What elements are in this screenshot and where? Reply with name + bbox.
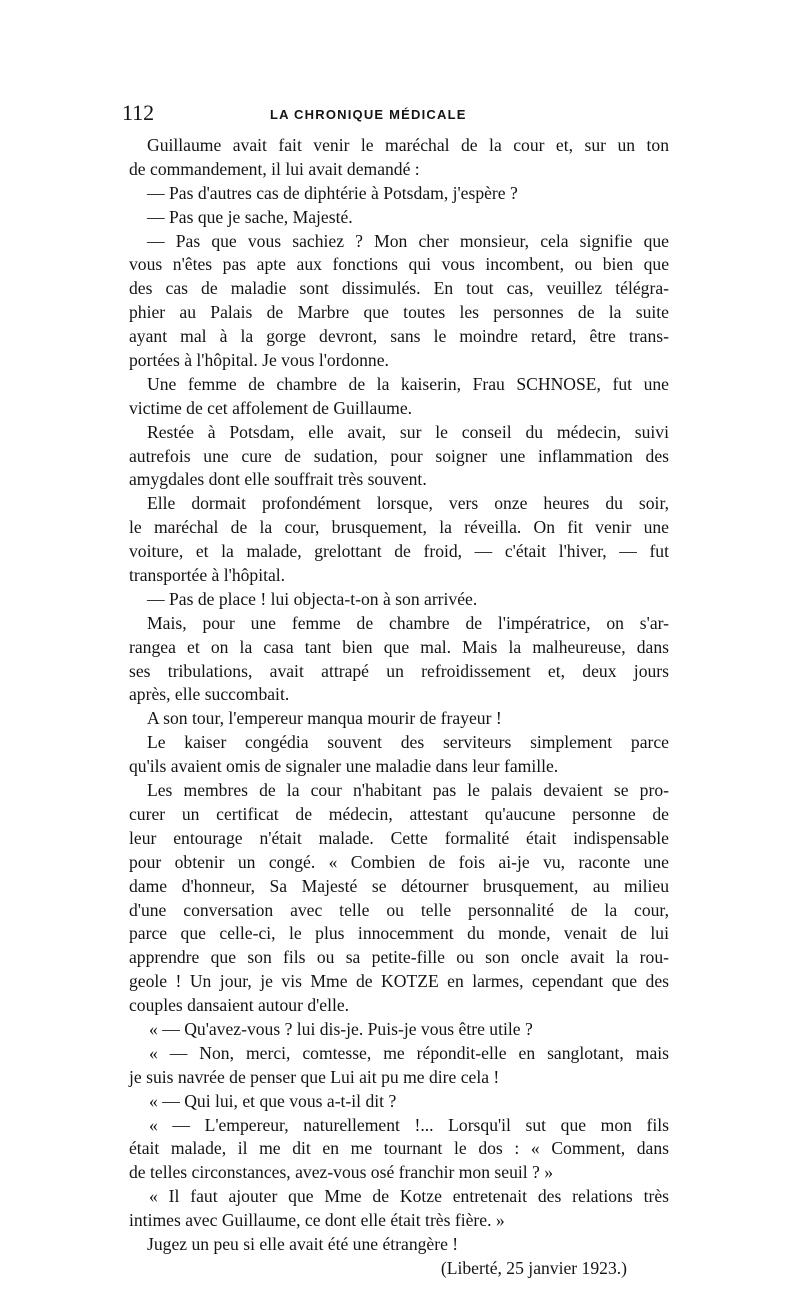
text-line: je suis navrée de penser que Lui ait pu me dire cela ! [129,1066,500,1087]
text-line: victime de cet affolement de Guillaume. [129,397,413,418]
text-line: qu'ils avaient omis de signaler une maladie dans leur famille. [129,756,559,777]
text-line: était malade, il me dit en me tournant le dos : « Comment, dans [129,1138,669,1159]
text-line: « — Qu'avez-vous ? lui dis-je. Puis-je vous être utile ? [149,1018,533,1039]
text-line: intimes avec Guillaume, ce dont elle était très fière. » [129,1210,505,1231]
text-line: « Il faut ajouter que Mme de Kotze entretenait des relations très [149,1186,669,1207]
text-line: phier au Palais de Marbre que toutes les personnes de la suite [129,302,669,323]
text-line: d'une conversation avec telle ou telle personnalité de la cour, [129,899,669,920]
text-line: apprendre que son fils ou sa petite-fille ou son oncle avait la rou- [129,947,669,968]
text-line: parce que celle-ci, le plus innocemment du monde, venait de lui [129,923,669,944]
text-line: — Pas que je sache, Majesté. [147,206,353,227]
text-line: — Pas d'autres cas de diphtérie à Potsdam, j'espère ? [147,182,518,203]
text-line: geole ! Un jour, je vis Mme de KOTZE en larmes, cependant que des [129,971,669,992]
text-line: portées à l'hôpital. Je vous l'ordonne. [129,350,389,371]
text-line: transportée à l'hôpital. [129,565,286,586]
text-line: autrefois une cure de sudation, pour soigner une inflammation des [129,445,669,466]
text-line: pour obtenir un congé. « Combien de fois ai-je vu, raconte une [129,851,669,872]
text-line: des cas de maladie sont dissimulés. En tout cas, veuillez télégra- [129,278,669,299]
text-line: Jugez un peu si elle avait été une étrangère ! [147,1233,459,1254]
text-line: Les membres de la cour n'habitant pas le palais devaient se pro- [147,780,669,801]
text-line: de commandement, il lui avait demandé : [129,158,420,179]
text-line: Elle dormait profondément lorsque, vers onze heures du soir, [147,493,669,514]
text-line: Une femme de chambre de la kaiserin, Frau SCHNOSE, fut une [147,373,669,394]
text-line: amygdales dont elle souffrait très souvent. [129,469,427,490]
text-line: Le kaiser congédia souvent des serviteurs simplement parce [147,732,669,753]
text-line: — Pas de place ! lui objecta-t-on à son arrivée. [147,588,478,609]
text-line: — Pas que vous sachiez ? Mon cher monsieur, cela signifie que [147,230,669,251]
text-line: curer un certificat de médecin, attestant qu'aucune personne de [129,803,669,824]
text-line: dame d'honneur, Sa Majesté se détourner brusquement, au milieu [129,875,669,896]
page-number: 112 [122,100,155,125]
body-text [129,134,669,1281]
text-line: « — Qui lui, et que vous a-t-il dit ? [149,1090,397,1111]
source-citation: (Liberté, 25 janvier 1923.) [440,1257,627,1278]
text-line: ayant mal à la gorge devront, sans le moindre retard, être trans- [129,326,669,347]
text-line: de telles circonstances, avez-vous osé franchir mon seuil ? » [129,1162,554,1183]
text-line: leur entourage n'était malade. Cette formalité était indispensable [129,827,669,848]
text-line: rangea et on la casa tant bien que mal. Mais la malheureuse, dans [129,636,669,657]
text-line: Restée à Potsdam, elle avait, sur le conseil du médecin, suivi [147,421,669,442]
text-line: Mais, pour une femme de chambre de l'impératrice, on s'ar- [147,612,669,633]
text-line: ses tribulations, avait attrapé un refroidissement et, deux jours [129,660,669,681]
text-line: le maréchal de la cour, brusquement, la réveilla. On fit venir une [129,517,669,538]
text-line: après, elle succombait. [129,684,290,705]
text-line: couples dansaient autour d'elle. [129,995,350,1016]
text-line: « — L'empereur, naturellement !... Lorsqu'il sut que mon fils [149,1114,669,1135]
text-line: vous n'êtes pas apte aux fonctions qui vous incombent, ou bien que [129,254,669,275]
text-line: A son tour, l'empereur manqua mourir de frayeur ! [147,708,502,729]
text-line: « — Non, merci, comtesse, me répondit-elle en sanglotant, mais [149,1042,669,1063]
text-line: Guillaume avait fait venir le maréchal de la cour et, sur un ton [147,135,669,155]
text-line: voiture, et la malade, grelottant de froid, — c'était l'hiver, — fut [129,541,669,562]
running-head: LA CHRONIQUE MÉDICALE [270,107,467,122]
